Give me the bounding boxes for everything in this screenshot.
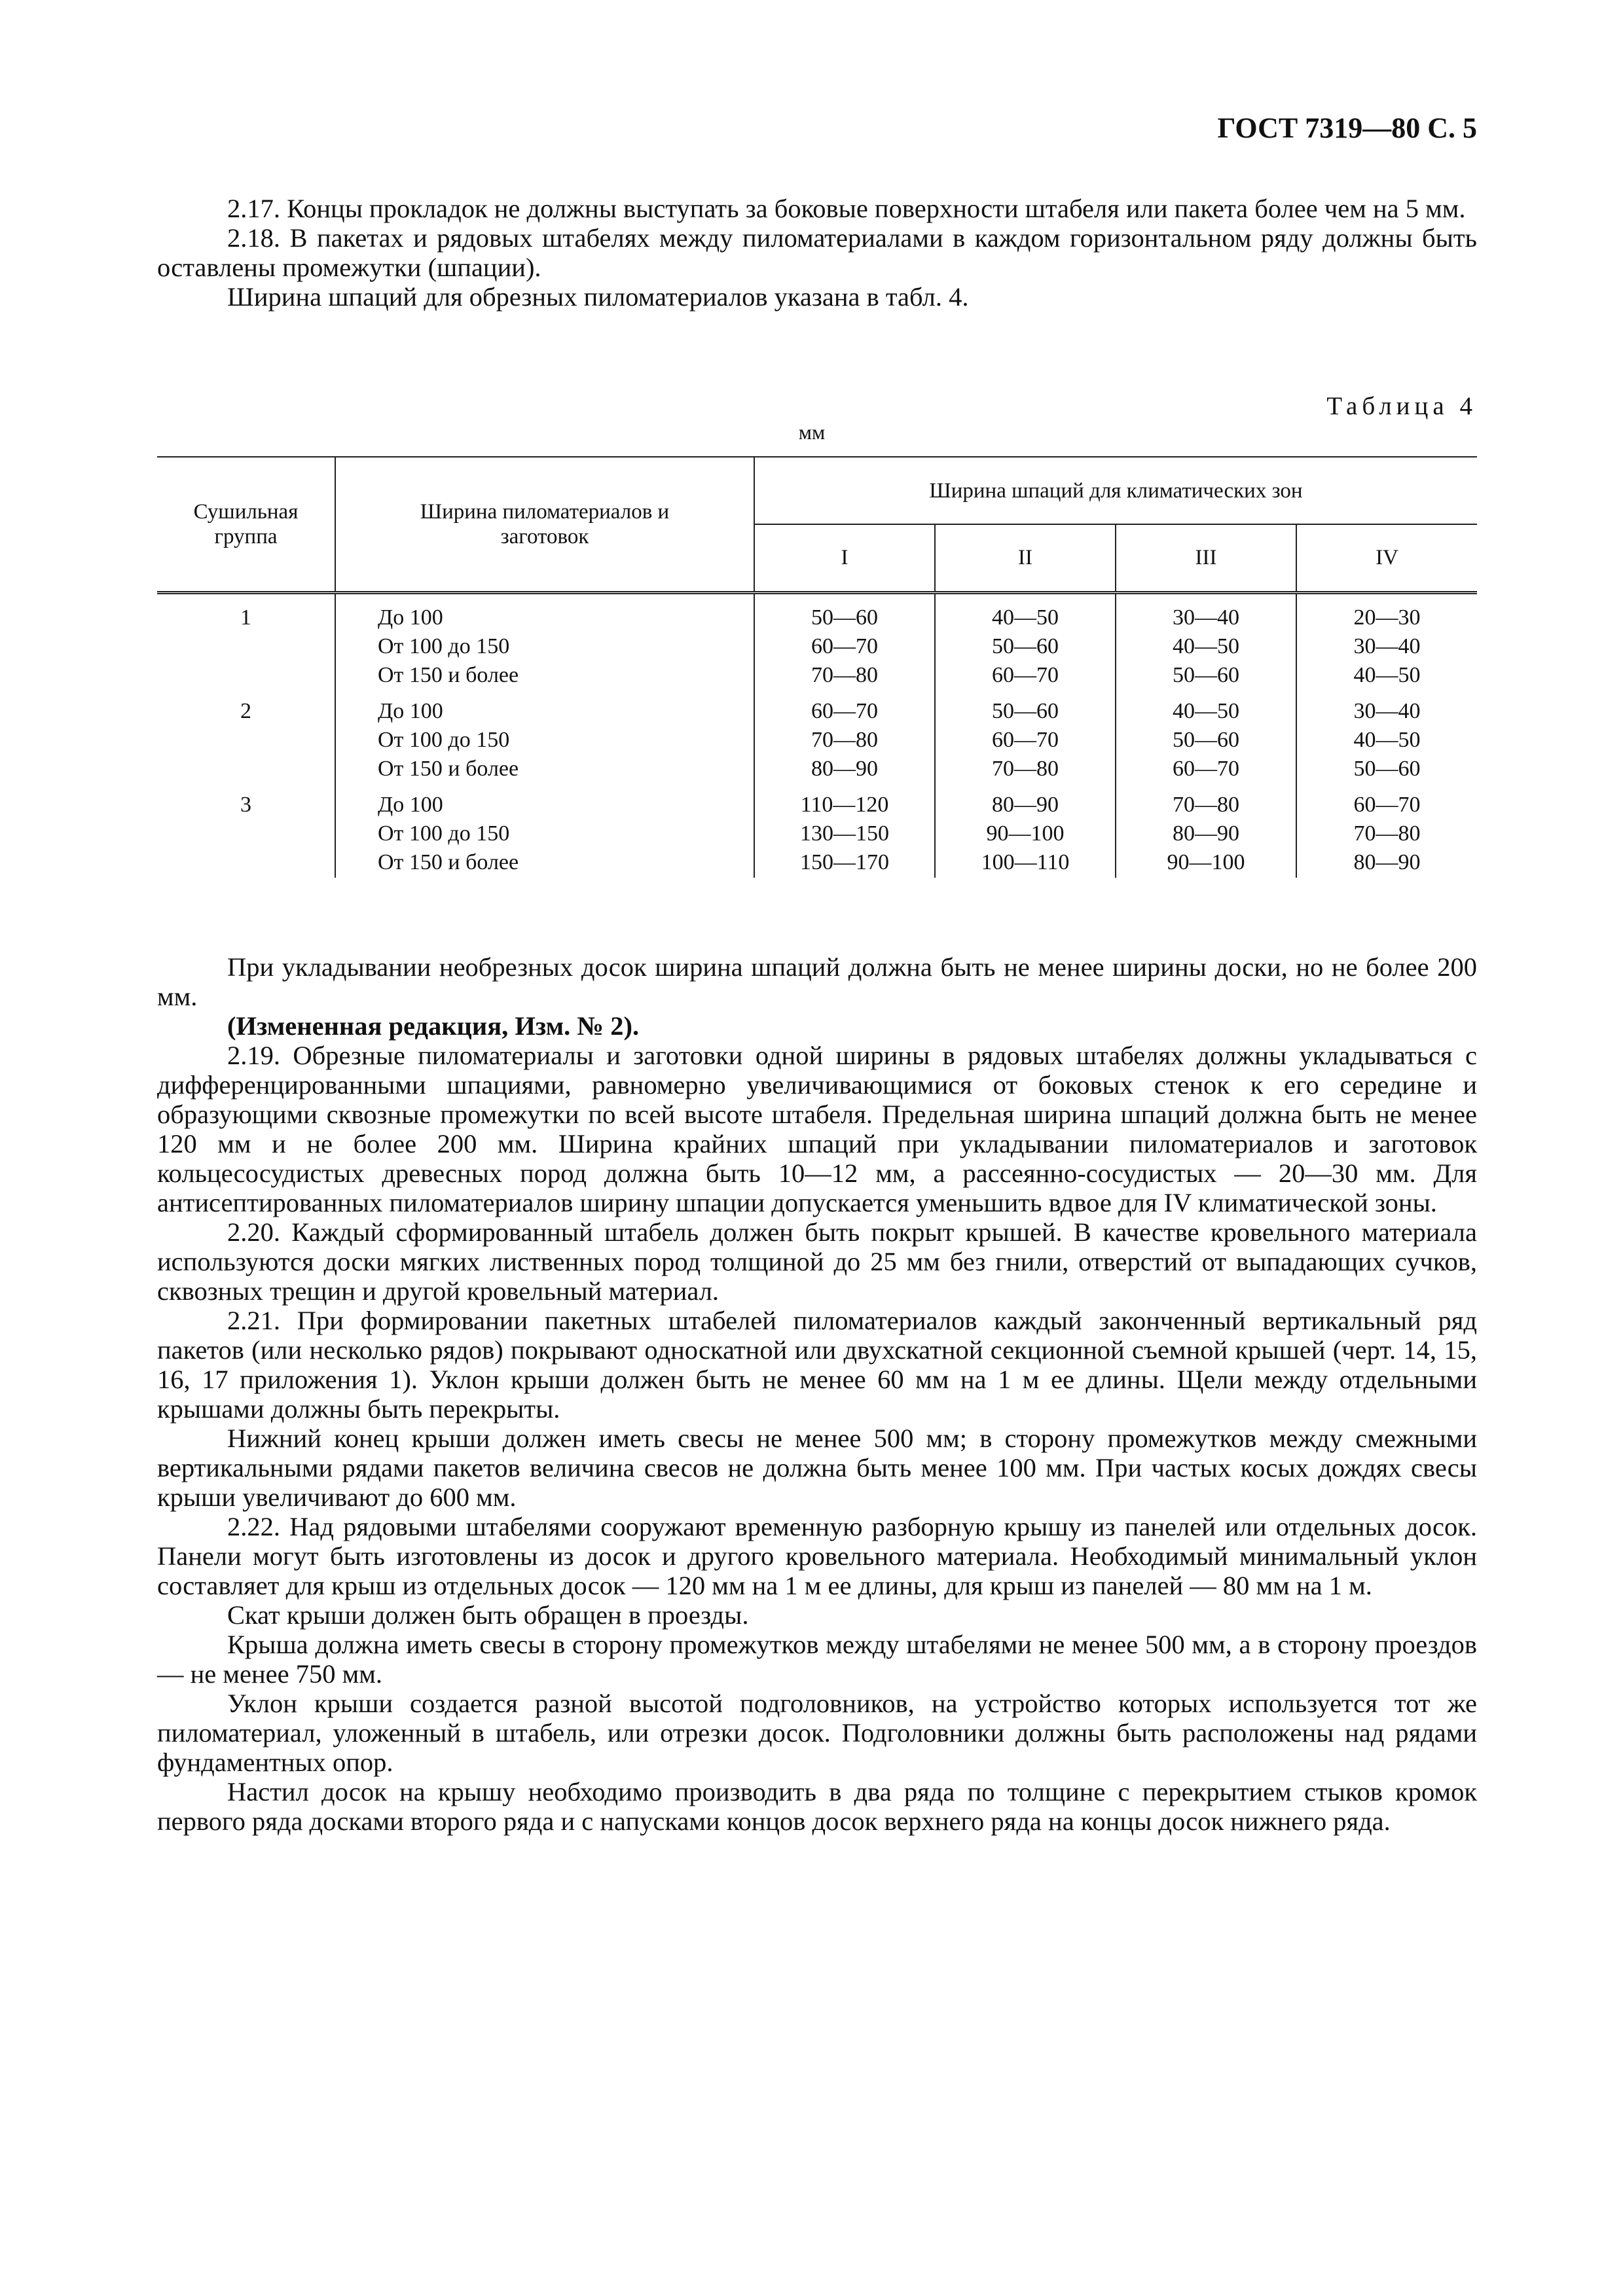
width-cell-line: От 150 и более xyxy=(378,662,519,687)
zone-IV-cell xyxy=(1296,691,1477,784)
zone-II-cell xyxy=(935,691,1116,784)
paragraph: 2.21. При формировании пакетных штабелей пиломатериалов каждый законченный вертикальный ряд пакетов (или несколько рядов) покрывают односкатной или двухскатной секционной съемной крышей (черт. 14, 15, 16, 17 приложения 1). Уклон крыши должен быть не менее 60 мм на 1 м ее длины. Щели между отдельными крышами должны быть перекрыты. xyxy=(157,1306,1477,1424)
zone-III-cell-line: 50—60 xyxy=(1173,727,1239,752)
paragraph: 2.19. Обрезные пиломатериалы и заготовки одной ширины в рядовых штабелях должны укладываться с дифференцированными шпациями, равномерно увеличивающимися от боковых стенок к его середине и образующими сквозные промежутки по всей высоте штабеля. Предельная ширина шпаций должна быть не менее 120 мм и не более 200 мм. Ширина крайних шпаций при укладывании пиломатериалов и заготовок кольцесосудистых древесных пород должна быть 10—12 мм, а рассеянно-сосудистых — 20—30 мм. Для антисептированных пиломатериалов ширину шпации допускается уменьшить вдвое для IV климатической зоны. xyxy=(157,1041,1477,1217)
zone-I-cell-line: 60—70 xyxy=(811,698,878,723)
header-width: Ширина пиломатериалов и заготовок xyxy=(335,457,754,592)
zone-label: II xyxy=(935,524,1116,592)
paragraph: 2.22. Над рядовыми штабелями сооружают временную разборную крышу из панелей или отдельных досок. Панели могут быть изготовлены из досок и другого кровельного материала. Необходимый минимальный уклон составляет для крыш из отдельных досок — 120 мм на 1 м ее длины, для крыш из панелей — 80 мм на 1 м. xyxy=(157,1512,1477,1600)
zone-III-cell-line: 40—50 xyxy=(1173,698,1239,723)
paragraph: Нижний конец крыши должен иметь свесы не менее 500 мм; в сторону промежутков между смежными вертикальными рядами пакетов величина свесов не должна быть менее 100 мм. При частых косых дождях свесы крыши увеличивают до 600 мм. xyxy=(157,1424,1477,1512)
paragraph: Настил досок на крышу необходимо производить в два ряда по толщине с перекрытием стыков кромок первого ряда досками второго ряда и с напусками концов досок верхнего ряда на концы досок нижнего ряда. xyxy=(157,1777,1477,1836)
zone-III-cell xyxy=(1116,592,1296,691)
zone-I-cell-line: 80—90 xyxy=(811,756,878,781)
zone-III-cell-line: 80—90 xyxy=(1173,821,1239,846)
zone-III-cell-line: 40—50 xyxy=(1173,634,1239,658)
paragraph: 2.18. В пакетах и рядовых штабелях между пиломатериалами в каждом горизонтальном ряду должны быть оставлены промежутки (шпации). xyxy=(157,223,1477,282)
zone-IV-cell-line: 30—40 xyxy=(1353,698,1421,723)
paragraph: Крыша должна иметь свесы в сторону промежутков между штабелями не менее 500 мм, а в сторону проездов — не менее 750 мм. xyxy=(157,1630,1477,1689)
zone-IV-cell-line: 60—70 xyxy=(1353,792,1421,817)
zone-IV-cell-line: 30—40 xyxy=(1353,634,1421,658)
zone-I-cell-line: 50—60 xyxy=(811,605,878,630)
paragraph: 2.17. Концы прокладок не должны выступать за боковые поверхности штабеля или пакета более чем на 5 мм. xyxy=(227,194,1466,223)
zone-IV-cell xyxy=(1296,784,1477,878)
header-group: Сушильная группа xyxy=(157,457,335,592)
zone-I-cell-line: 130—150 xyxy=(800,821,889,846)
zone-I-cell-line: 150—170 xyxy=(800,850,889,874)
zone-label: III xyxy=(1116,524,1296,592)
zone-IV-cell-line: 40—50 xyxy=(1353,727,1421,752)
table-caption: Таблица 4 xyxy=(1326,392,1477,420)
amendment-note: (Измененная редакция, Изм. № 2). xyxy=(227,1011,640,1041)
paragraph: При укладывании необрезных досок ширина шпаций должна быть не менее ширины доски, но не более 200 мм. xyxy=(157,952,1477,1011)
zone-IV-cell-line: 50—60 xyxy=(1353,756,1421,781)
width-cell xyxy=(335,784,754,878)
page-header: ГОСТ 7319—80 С. 5 xyxy=(1217,112,1477,144)
zone-II-cell xyxy=(935,592,1116,691)
zone-I-cell-line: 70—80 xyxy=(811,662,878,687)
zone-label: I xyxy=(754,524,935,592)
zone-II-cell-line: 70—80 xyxy=(992,756,1059,781)
drying-group-cell: 1 xyxy=(240,605,251,630)
width-cell-line: От 100 до 150 xyxy=(378,634,510,658)
text-block-top xyxy=(157,194,1477,312)
paragraph: Уклон крыши создается разной высотой подголовников, на устройство которых используется тот же пиломатериал, уложенный в штабель, или отрезки досок. Подголовники должны быть расположены над рядами фундаментных опор. xyxy=(157,1689,1477,1777)
zone-II-cell-line: 60—70 xyxy=(992,662,1059,687)
zone-II-cell xyxy=(935,784,1116,878)
zone-IV-cell xyxy=(1296,592,1477,691)
width-cell-line: До 100 xyxy=(378,792,443,817)
width-cell xyxy=(335,691,754,784)
zone-II-cell-line: 90—100 xyxy=(986,821,1065,846)
zone-III-cell-line: 90—100 xyxy=(1167,850,1245,874)
zone-III-cell-line: 50—60 xyxy=(1173,662,1239,687)
table-row xyxy=(157,784,1477,878)
text-block-bottom xyxy=(157,952,1477,1836)
zone-III-cell-line: 60—70 xyxy=(1173,756,1239,781)
width-cell-line: От 150 и более xyxy=(378,756,519,781)
width-cell-line: От 100 до 150 xyxy=(378,821,510,846)
zone-I-cell-line: 60—70 xyxy=(811,634,878,658)
zone-label: IV xyxy=(1296,524,1477,592)
zone-I-cell xyxy=(754,592,935,691)
zone-II-cell-line: 60—70 xyxy=(992,727,1059,752)
width-cell-line: До 100 xyxy=(378,698,443,723)
width-cell xyxy=(335,592,754,691)
table-row xyxy=(157,691,1477,784)
paragraph: 2.20. Каждый сформированный штабель должен быть покрыт крышей. В качестве кровельного материала используются доски мягких лиственных пород толщиной до 25 мм без гнили, отверстий от выпадающих сучков, сквозных трещин и другой кровельный материал. xyxy=(157,1217,1477,1306)
zone-I-cell-line: 110—120 xyxy=(800,792,889,817)
zone-II-cell-line: 50—60 xyxy=(992,634,1059,658)
zone-I-cell-line: 70—80 xyxy=(811,727,878,752)
zone-III-cell xyxy=(1116,784,1296,878)
zone-IV-cell-line: 70—80 xyxy=(1353,821,1421,846)
width-cell-line: От 100 до 150 xyxy=(378,727,510,752)
zone-III-cell xyxy=(1116,691,1296,784)
header-zones: Ширина шпаций для климатических зон xyxy=(754,457,1477,524)
zone-I-cell xyxy=(754,691,935,784)
paragraph: Скат крыши должен быть обращен в проезды. xyxy=(227,1600,749,1630)
spacing-table xyxy=(157,456,1477,878)
width-cell-line: От 150 и более xyxy=(378,850,519,874)
zone-II-cell-line: 80—90 xyxy=(992,792,1059,817)
paragraph: Ширина шпаций для обрезных пиломатериалов указана в табл. 4. xyxy=(227,282,969,312)
table-row xyxy=(157,592,1477,691)
zone-IV-cell-line: 40—50 xyxy=(1353,662,1421,687)
zone-II-cell-line: 40—50 xyxy=(992,605,1059,630)
zone-II-cell-line: 100—110 xyxy=(981,850,1070,874)
zone-III-cell-line: 70—80 xyxy=(1173,792,1239,817)
width-cell-line: До 100 xyxy=(378,605,443,630)
zone-III-cell-line: 30—40 xyxy=(1173,605,1239,630)
zone-II-cell-line: 50—60 xyxy=(992,698,1059,723)
drying-group-cell: 2 xyxy=(240,698,251,723)
zone-IV-cell-line: 20—30 xyxy=(1353,605,1421,630)
drying-group-cell: 3 xyxy=(240,792,251,817)
zone-I-cell xyxy=(754,784,935,878)
table-unit: мм xyxy=(798,420,826,444)
zone-IV-cell-line: 80—90 xyxy=(1353,850,1421,874)
